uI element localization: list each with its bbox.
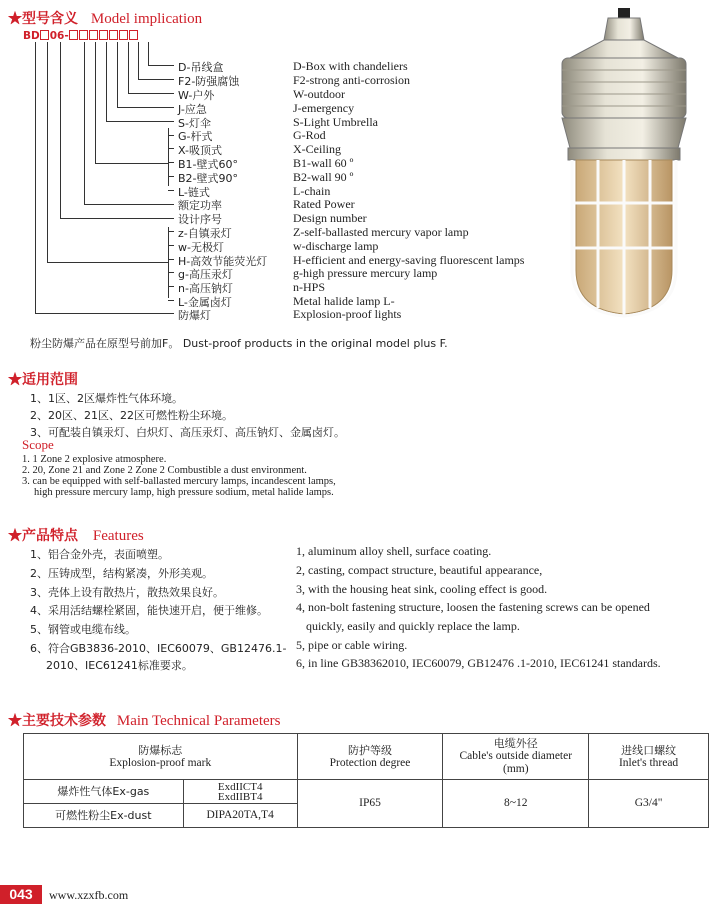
feature-item-cn: 2、压铸成型，结构紧凑，外形美观。 — [30, 567, 213, 580]
model-item-en: Explosion-proof lights — [293, 307, 402, 321]
params-heading-cn: ★主要技术参数 — [8, 713, 106, 729]
code-box — [109, 30, 118, 40]
code-box — [40, 30, 49, 40]
model-item-en: Z-self-ballasted mercury vapor lamp — [293, 225, 469, 239]
scope-item-cn: 1、1区、2区爆炸性气体环境。 — [30, 392, 183, 405]
model-item-cn: S-灯伞 — [178, 117, 211, 130]
feature-item-cn: 2010、IEC61241标准要求。 — [46, 659, 193, 672]
model-item-en: w-discharge lamp — [293, 239, 379, 253]
feature-item-cn: 4、采用活结螺栓紧固，能快速开启，便于维修。 — [30, 604, 268, 617]
model-item-cn: G-杆式 — [178, 130, 213, 143]
feature-item-cn: 1、铝合金外壳，表面喷塑。 — [30, 548, 169, 561]
thread-value: G3/4" — [589, 780, 709, 828]
code-mid: 06- — [49, 30, 69, 42]
feature-item-en: 2, casting, compact structure, beautiful appearance, — [296, 563, 543, 577]
features-heading-en: Features — [92, 528, 144, 544]
model-code — [23, 30, 139, 42]
model-item-en: B1-wall 60 º — [293, 156, 354, 170]
page-number: 043 — [0, 885, 42, 904]
model-item-cn: 防爆灯 — [178, 309, 211, 322]
scope-heading: ★适用范围 — [8, 372, 78, 388]
footer-url[interactable]: www.xzxfb.com — [49, 888, 129, 902]
model-item-en: g-high pressure mercury lamp — [293, 266, 438, 280]
model-item-cn: B2-壁式90° — [178, 172, 239, 185]
model-item-en: D-Box with chandeliers — [293, 59, 408, 73]
code-box — [99, 30, 108, 40]
diameter-value: 8~12 — [443, 780, 589, 828]
scope-heading-en: Scope — [22, 437, 54, 452]
model-item-en: G-Rod — [293, 128, 326, 142]
row-dust-label: 可燃性粉尘Ex-dust — [24, 804, 184, 828]
dust-note-text: 粉尘防爆产品在原型号前加F。 Dust-proof products in the original model plus F. — [30, 337, 448, 350]
model-item-cn: J-应急 — [178, 103, 207, 116]
features-heading — [8, 525, 144, 545]
model-item-en: B2-wall 90 º — [293, 170, 354, 184]
model-heading-cn: ★型号含义 — [8, 11, 78, 27]
model-item-en: Design number — [293, 211, 367, 225]
model-item-cn: B1-壁式60° — [178, 158, 239, 171]
feature-item-en: 3, with the housing heat sink, cooling effect is good. — [296, 582, 548, 596]
code-box — [89, 30, 98, 40]
protection-value: IP65 — [297, 780, 443, 828]
code-box — [69, 30, 78, 40]
feature-item-cn: 5、钢管或电缆布线。 — [30, 623, 136, 636]
model-item-en: H-efficient and energy-saving fluorescent lamps — [293, 253, 525, 267]
model-item-cn: W-户外 — [178, 89, 215, 102]
params-header-row — [24, 734, 709, 780]
model-item-cn: z-自镇汞灯 — [178, 227, 232, 240]
model-heading-en: Model implication — [90, 11, 203, 27]
model-item-en: W-outdoor — [293, 87, 345, 101]
model-item-cn: 设计序号 — [178, 213, 222, 226]
model-item-cn: 额定功率 — [178, 199, 222, 212]
header-mark — [24, 734, 298, 780]
header-thread-en: Inlet's thread — [618, 756, 679, 769]
model-item-cn: w-无极灯 — [178, 241, 224, 254]
feature-item-en: 1, aluminum alloy shell, surface coating. — [296, 544, 492, 558]
header-diameter-unit: (mm) — [502, 763, 529, 775]
feature-item-cn: 6、符合GB3836-2010、IEC60079、GB12476.1- — [30, 642, 287, 655]
header-diameter — [443, 734, 589, 780]
feature-item-en: 5, pipe or cable wiring. — [296, 638, 408, 652]
features-heading-cn: ★产品特点 — [8, 528, 78, 544]
code-box — [119, 30, 128, 40]
model-item-en: Metal halide lamp L- — [293, 294, 395, 308]
params-heading-en: Main Technical Parameters — [116, 713, 281, 729]
header-protection-en: Protection degree — [329, 756, 411, 769]
model-item-cn: L-链式 — [178, 186, 210, 199]
header-diameter-en: Cable's outside diameter — [459, 750, 573, 762]
feature-item-cn: 3、壳体上设有散热片，散热效果良好。 — [30, 586, 224, 599]
params-row-gas — [24, 780, 709, 804]
row-dust-mark: DIPA20TA,T4 — [183, 804, 297, 828]
scope-item-en: 3. can be equipped with self-ballasted mercury lamps, incandescent lamps, — [22, 476, 336, 487]
scope-item-en: high pressure mercury lamp, high pressure sodium, metal halide lamps. — [34, 487, 334, 498]
model-item-cn: X-吸顶式 — [178, 144, 222, 157]
feature-item-en: 4, non-bolt fastening structure, loosen the fastening screws can be opened — [296, 600, 650, 614]
row-gas-mark — [183, 780, 297, 804]
lamp-image — [548, 8, 700, 320]
header-mark-cn: 防爆标志 — [138, 743, 183, 757]
feature-item-en: quickly, easily and quickly replace the lamp. — [306, 619, 520, 633]
model-item-en: S-Light Umbrella — [293, 115, 378, 129]
params-table — [23, 733, 709, 828]
header-thread-cn: 进线口螺纹 — [621, 743, 677, 757]
code-box — [79, 30, 88, 40]
model-item-en: L-chain — [293, 184, 331, 198]
model-item-en: n-HPS — [293, 280, 326, 294]
model-item-en: Rated Power — [293, 197, 355, 211]
header-protection — [297, 734, 443, 780]
params-heading — [8, 710, 280, 730]
header-thread — [589, 734, 709, 780]
model-item-en: F2-strong anti-corrosion — [293, 73, 410, 87]
row-gas-label: 爆炸性气体Ex-gas — [24, 780, 184, 804]
model-item-en: X-Ceiling — [293, 142, 341, 156]
model-item-cn: H-高效节能荧光灯 — [178, 255, 268, 268]
scope-item-en: 2. 20, Zone 21 and Zone 2 Zone 2 Combustible a dust environment. — [22, 465, 307, 476]
scope-item-cn: 2、20区、21区、22区可燃性粉尘环境。 — [30, 409, 233, 422]
row-gas-mark-a: ExdIICT4 — [217, 780, 263, 793]
header-protection-cn: 防护等级 — [348, 743, 392, 757]
scope-item-cn: 3、可配装自镇汞灯、白炽灯、高压汞灯、高压钠灯、金属卤灯。 — [30, 426, 345, 439]
model-item-cn: F2-防强腐蚀 — [178, 75, 240, 88]
code-box — [129, 30, 138, 40]
scope-item-en: 1. 1 Zone 2 explosive atmosphere. — [22, 454, 167, 465]
header-mark-en: Explosion-proof mark — [109, 756, 212, 769]
header-diameter-cn: 电缆外径 — [493, 737, 538, 750]
model-item-cn: g-高压汞灯 — [178, 268, 233, 281]
dust-note — [30, 335, 448, 351]
model-item-cn: D-吊线盒 — [178, 61, 224, 74]
row-gas-mark-b: ExdIIBT4 — [217, 790, 263, 803]
model-heading — [8, 8, 202, 28]
model-item-cn: L-金属卤灯 — [178, 296, 232, 309]
model-item-cn: n-高压钠灯 — [178, 282, 233, 295]
code-prefix: BD — [23, 30, 40, 42]
model-item-en: J-emergency — [293, 101, 355, 115]
feature-item-en: 6, in line GB38362010, IEC60079, GB12476 .1-2010, IEC61241 standards. — [296, 656, 661, 670]
